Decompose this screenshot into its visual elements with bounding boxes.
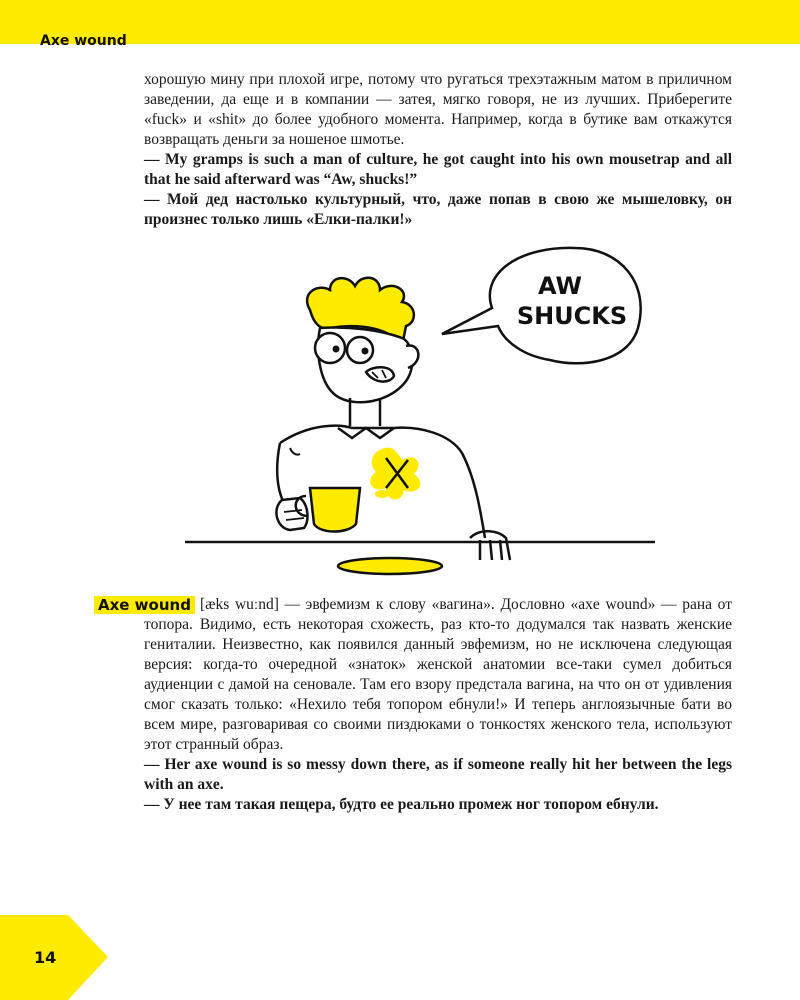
definition-paragraph: [æks wuːnd] — эвфемизм к слову «вагина». Дословно «axe wound» — рана от топора. Видимо, есть некоторая схожесть, раз кто-то додумался так назвать женские гениталии. Неизвестно, как появился данный эвфемизм, но не исключена следующая версия: когда-то очередной «знаток» женской анатомии все-таки сумел добиться аудиенции с дамой на сеновале. Там его взору предстала вагина, на что он от удивления смог сказать только: «Нехило тебя топором ебнули!» И теперь англоязычные бати во всем мире, разговаривая со своими пиздюками о тонкостях женского тела, используют этот странный образ.: [144, 596, 732, 753]
entry-example-russian: — У нее там такая пещера, будто ее реально промеж ног топором ебнули.: [144, 796, 659, 813]
entry-block: [98, 595, 732, 815]
example-russian: — Мой дед настолько культурный, что, даже попав в свою же мышеловку, он произнес только лишь «Елки-палки!»: [144, 191, 732, 228]
page-number: 14: [34, 948, 57, 967]
entry-example-english: — Her axe wound is so messy down there, as if someone really hit her between the legs with an axe.: [144, 756, 732, 793]
running-title: Axe wound: [40, 33, 127, 49]
right-hand: [470, 531, 510, 560]
man-with-cup-illustration: [180, 238, 660, 588]
ear: [406, 345, 418, 368]
collar: [338, 428, 394, 438]
cup: [310, 488, 360, 532]
plate: [338, 558, 442, 574]
body-paragraph: хорошую мину при плохой игре, потому что ругаться трехэтажным матом в приличном заведении, да еще и в компании — затея, мягко говоря, не из лучших. Приберегите «fuck» и «shit» до более удобного момента. Например, когда в бутике вам откажутся возвращать деньги за ношеное шмотье.: [144, 71, 732, 148]
speech-text-line-2: SHUCKS: [516, 302, 628, 330]
term-label: Axe wound: [94, 596, 195, 614]
speech-text-line-1: AW: [538, 272, 582, 300]
top-text-block: [144, 70, 732, 230]
right-eye: [347, 337, 373, 363]
example-english: — My gramps is such a man of culture, he got caught into his own mousetrap and all that he said afterward was “Aw, shucks!”: [144, 151, 732, 188]
left-eye: [315, 333, 345, 363]
